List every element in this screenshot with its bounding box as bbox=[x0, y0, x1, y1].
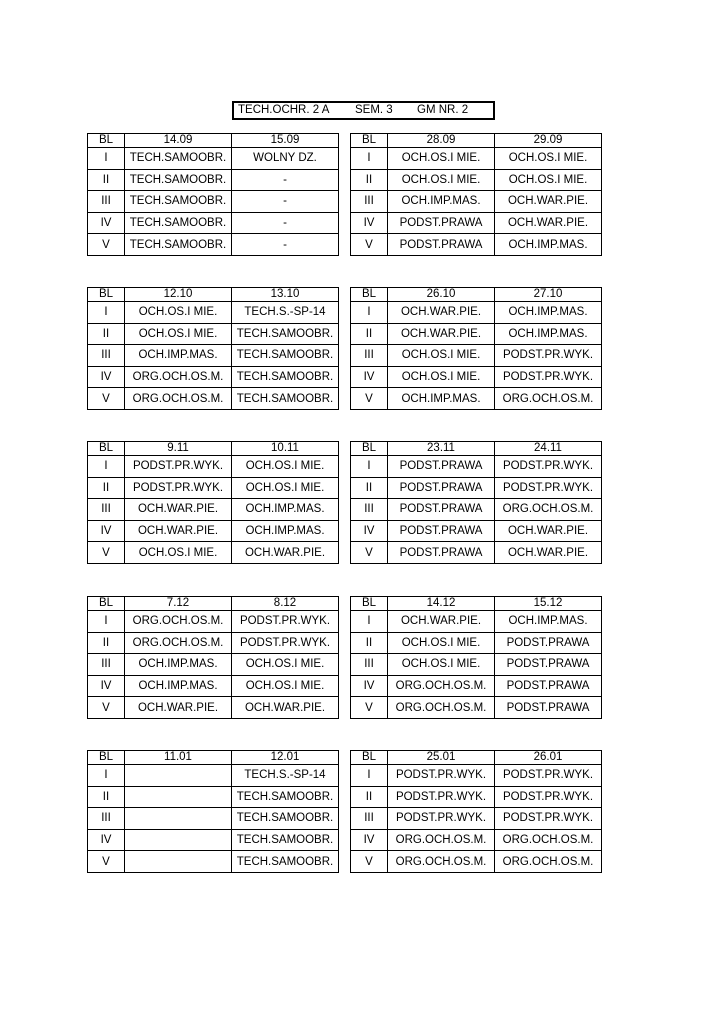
date-header: 23.11 bbox=[388, 442, 495, 456]
date-header: 29.09 bbox=[495, 134, 602, 148]
block-number: I bbox=[351, 456, 388, 478]
block-column-header: BL bbox=[351, 288, 388, 302]
block-number: II bbox=[88, 786, 125, 808]
subject-cell: OCH.OS.I MIE. bbox=[388, 632, 495, 654]
table-row bbox=[351, 148, 602, 170]
table-row bbox=[88, 542, 339, 564]
date-header: 26.10 bbox=[388, 288, 495, 302]
date-header: 11.01 bbox=[125, 751, 232, 765]
date-header: 25.01 bbox=[388, 751, 495, 765]
subject-cell: ORG.OCH.OS.M. bbox=[125, 632, 232, 654]
subject-cell: OCH.IMP.MAS. bbox=[232, 499, 339, 521]
subject-cell: OCH.WAR.PIE. bbox=[495, 191, 602, 213]
date-header: 15.12 bbox=[495, 597, 602, 611]
date-header: 10.11 bbox=[232, 442, 339, 456]
table-header-row bbox=[88, 288, 339, 302]
subject-cell bbox=[125, 808, 232, 830]
table-row bbox=[351, 632, 602, 654]
table-row bbox=[351, 302, 602, 324]
subject-cell: PODST.PRAWA bbox=[388, 520, 495, 542]
subject-cell: - bbox=[232, 212, 339, 234]
block-number: III bbox=[88, 345, 125, 367]
table-row bbox=[351, 786, 602, 808]
table-header-row bbox=[351, 442, 602, 456]
subject-cell: PODST.PR.WYK. bbox=[495, 456, 602, 478]
block-number: III bbox=[351, 499, 388, 521]
gm-number: GM NR. 2 bbox=[417, 104, 469, 116]
subject-cell: TECH.SAMOOBR. bbox=[125, 169, 232, 191]
subject-cell: OCH.IMP.MAS. bbox=[125, 675, 232, 697]
block-number: I bbox=[351, 611, 388, 633]
subject-cell: OCH.WAR.PIE. bbox=[495, 542, 602, 564]
subject-cell: PODST.PRAWA bbox=[388, 542, 495, 564]
block-number: I bbox=[351, 765, 388, 787]
table-row bbox=[88, 499, 339, 521]
schedule-table bbox=[350, 287, 602, 410]
table-row bbox=[351, 765, 602, 787]
table-row bbox=[88, 191, 339, 213]
table-row bbox=[351, 520, 602, 542]
subject-cell: TECH.SAMOOBR. bbox=[232, 388, 339, 410]
block-number: V bbox=[351, 697, 388, 719]
subject-cell: OCH.WAR.PIE. bbox=[125, 499, 232, 521]
subject-cell: OCH.IMP.MAS. bbox=[232, 520, 339, 542]
date-header: 15.09 bbox=[232, 134, 339, 148]
subject-cell bbox=[125, 786, 232, 808]
table-row bbox=[351, 345, 602, 367]
block-number: IV bbox=[88, 366, 125, 388]
subject-cell: OCH.WAR.PIE. bbox=[125, 697, 232, 719]
table-row bbox=[351, 323, 602, 345]
subject-cell: OCH.WAR.PIE. bbox=[125, 520, 232, 542]
table-header-row bbox=[351, 288, 602, 302]
block-number: II bbox=[351, 786, 388, 808]
block-number: II bbox=[351, 169, 388, 191]
block-number: IV bbox=[351, 829, 388, 851]
subject-cell: OCH.OS.I MIE. bbox=[125, 302, 232, 324]
block-number: IV bbox=[351, 520, 388, 542]
table-row bbox=[88, 786, 339, 808]
subject-cell: OCH.IMP.MAS. bbox=[388, 388, 495, 410]
block-column-header: BL bbox=[351, 134, 388, 148]
date-header: 8.12 bbox=[232, 597, 339, 611]
schedule-table bbox=[87, 133, 339, 256]
subject-cell: PODST.PRAWA bbox=[495, 632, 602, 654]
block-column-header: BL bbox=[351, 597, 388, 611]
subject-cell: OCH.WAR.PIE. bbox=[232, 697, 339, 719]
subject-cell bbox=[125, 829, 232, 851]
subject-cell: TECH.SAMOOBR. bbox=[232, 829, 339, 851]
subject-cell: OCH.WAR.PIE. bbox=[388, 323, 495, 345]
table-row bbox=[351, 234, 602, 256]
block-number: IV bbox=[88, 520, 125, 542]
block-number: II bbox=[88, 477, 125, 499]
table-row bbox=[88, 765, 339, 787]
table-row bbox=[88, 302, 339, 324]
table-row bbox=[88, 611, 339, 633]
subject-cell: PODST.PR.WYK. bbox=[388, 786, 495, 808]
subject-cell: OCH.OS.I MIE. bbox=[388, 654, 495, 676]
subject-cell: PODST.PR.WYK. bbox=[388, 808, 495, 830]
subject-cell: OCH.OS.I MIE. bbox=[495, 148, 602, 170]
subject-cell: ORG.OCH.OS.M. bbox=[495, 388, 602, 410]
block-number: V bbox=[88, 697, 125, 719]
block-number: III bbox=[351, 191, 388, 213]
subject-cell: OCH.OS.I MIE. bbox=[125, 323, 232, 345]
subject-cell: PODST.PRAWA bbox=[388, 477, 495, 499]
table-row bbox=[351, 829, 602, 851]
subject-cell: OCH.IMP.MAS. bbox=[388, 191, 495, 213]
subject-cell: - bbox=[232, 169, 339, 191]
subject-cell: OCH.IMP.MAS. bbox=[125, 654, 232, 676]
date-header: 24.11 bbox=[495, 442, 602, 456]
subject-cell: TECH.SAMOOBR. bbox=[125, 148, 232, 170]
block-number: IV bbox=[88, 829, 125, 851]
subject-cell: - bbox=[232, 234, 339, 256]
block-column-header: BL bbox=[88, 597, 125, 611]
table-row bbox=[88, 388, 339, 410]
table-header-row bbox=[351, 597, 602, 611]
group-name: TECH.OCHR. 2 A bbox=[238, 104, 330, 116]
subject-cell: OCH.OS.I MIE. bbox=[232, 654, 339, 676]
subject-cell: PODST.PRAWA bbox=[388, 499, 495, 521]
block-number: V bbox=[88, 388, 125, 410]
subject-cell: OCH.WAR.PIE. bbox=[388, 302, 495, 324]
subject-cell: TECH.SAMOOBR. bbox=[232, 345, 339, 367]
table-row bbox=[88, 675, 339, 697]
table-row bbox=[351, 366, 602, 388]
block-number: IV bbox=[351, 675, 388, 697]
subject-cell: ORG.OCH.OS.M. bbox=[388, 829, 495, 851]
block-number: II bbox=[351, 632, 388, 654]
subject-cell: OCH.IMP.MAS. bbox=[495, 611, 602, 633]
block-number: I bbox=[88, 302, 125, 324]
block-number: II bbox=[88, 169, 125, 191]
block-number: II bbox=[351, 323, 388, 345]
subject-cell: ORG.OCH.OS.M. bbox=[495, 499, 602, 521]
block-number: III bbox=[88, 808, 125, 830]
table-header-row bbox=[351, 751, 602, 765]
subject-cell bbox=[125, 765, 232, 787]
subject-cell: TECH.SAMOOBR. bbox=[232, 808, 339, 830]
schedule-table bbox=[87, 750, 339, 873]
subject-cell: PODST.PRAWA bbox=[388, 234, 495, 256]
block-number: III bbox=[88, 191, 125, 213]
table-row bbox=[351, 697, 602, 719]
subject-cell: PODST.PRAWA bbox=[388, 212, 495, 234]
subject-cell: PODST.PR.WYK. bbox=[232, 632, 339, 654]
table-row bbox=[351, 611, 602, 633]
subject-cell: OCH.OS.I MIE. bbox=[388, 366, 495, 388]
subject-cell: TECH.SAMOOBR. bbox=[232, 323, 339, 345]
subject-cell: OCH.WAR.PIE. bbox=[388, 611, 495, 633]
date-header: 14.12 bbox=[388, 597, 495, 611]
subject-cell: ORG.OCH.OS.M. bbox=[125, 611, 232, 633]
schedule-table bbox=[350, 133, 602, 256]
subject-cell: OCH.WAR.PIE. bbox=[495, 212, 602, 234]
subject-cell: TECH.S.-SP-14 bbox=[232, 302, 339, 324]
block-column-header: BL bbox=[88, 134, 125, 148]
date-header: 7.12 bbox=[125, 597, 232, 611]
subject-cell: PODST.PRAWA bbox=[495, 697, 602, 719]
date-header: 26.01 bbox=[495, 751, 602, 765]
date-header: 12.01 bbox=[232, 751, 339, 765]
date-header: 13.10 bbox=[232, 288, 339, 302]
subject-cell: TECH.SAMOOBR. bbox=[232, 851, 339, 873]
subject-cell bbox=[125, 851, 232, 873]
block-number: I bbox=[351, 148, 388, 170]
block-number: V bbox=[88, 851, 125, 873]
subject-cell: OCH.OS.I MIE. bbox=[232, 675, 339, 697]
subject-cell: PODST.PR.WYK. bbox=[495, 345, 602, 367]
subject-cell: TECH.SAMOOBR. bbox=[232, 366, 339, 388]
table-row bbox=[351, 477, 602, 499]
subject-cell: - bbox=[232, 191, 339, 213]
table-row bbox=[351, 212, 602, 234]
table-header-row bbox=[88, 751, 339, 765]
block-number: IV bbox=[88, 675, 125, 697]
table-row bbox=[88, 212, 339, 234]
block-number: V bbox=[351, 542, 388, 564]
block-number: I bbox=[88, 765, 125, 787]
table-row bbox=[88, 808, 339, 830]
subject-cell: WOLNY DZ. bbox=[232, 148, 339, 170]
subject-cell: OCH.OS.I MIE. bbox=[125, 542, 232, 564]
date-header: 28.09 bbox=[388, 134, 495, 148]
subject-cell: PODST.PRAWA bbox=[495, 654, 602, 676]
schedule-table bbox=[87, 596, 339, 719]
subject-cell: TECH.S.-SP-14 bbox=[232, 765, 339, 787]
subject-cell: OCH.WAR.PIE. bbox=[495, 520, 602, 542]
table-row bbox=[88, 829, 339, 851]
block-number: IV bbox=[88, 212, 125, 234]
table-header-row bbox=[88, 442, 339, 456]
subject-cell: TECH.SAMOOBR. bbox=[125, 212, 232, 234]
table-row bbox=[88, 345, 339, 367]
block-number: III bbox=[351, 654, 388, 676]
subject-cell: OCH.OS.I MIE. bbox=[388, 345, 495, 367]
subject-cell: TECH.SAMOOBR. bbox=[232, 786, 339, 808]
table-header-row bbox=[351, 134, 602, 148]
block-number: II bbox=[88, 323, 125, 345]
subject-cell: PODST.PR.WYK. bbox=[495, 366, 602, 388]
subject-cell: OCH.IMP.MAS. bbox=[495, 323, 602, 345]
table-row bbox=[351, 654, 602, 676]
subject-cell: PODST.PR.WYK. bbox=[495, 765, 602, 787]
schedule-table bbox=[350, 441, 602, 564]
table-row bbox=[88, 366, 339, 388]
subject-cell: PODST.PRAWA bbox=[495, 675, 602, 697]
table-row bbox=[88, 234, 339, 256]
subject-cell: PODST.PR.WYK. bbox=[495, 477, 602, 499]
block-number: III bbox=[88, 499, 125, 521]
subject-cell: ORG.OCH.OS.M. bbox=[388, 697, 495, 719]
subject-cell: PODST.PR.WYK. bbox=[388, 765, 495, 787]
table-row bbox=[351, 675, 602, 697]
subject-cell: ORG.OCH.OS.M. bbox=[125, 388, 232, 410]
date-header: 27.10 bbox=[495, 288, 602, 302]
table-row bbox=[88, 148, 339, 170]
block-number: II bbox=[351, 477, 388, 499]
block-column-header: BL bbox=[88, 288, 125, 302]
table-row bbox=[88, 477, 339, 499]
subject-cell: ORG.OCH.OS.M. bbox=[495, 851, 602, 873]
block-number: V bbox=[88, 542, 125, 564]
table-row bbox=[351, 169, 602, 191]
block-number: V bbox=[351, 851, 388, 873]
subject-cell: TECH.SAMOOBR. bbox=[125, 191, 232, 213]
schedule-table bbox=[350, 750, 602, 873]
block-number: III bbox=[351, 345, 388, 367]
block-number: I bbox=[88, 611, 125, 633]
table-row bbox=[351, 388, 602, 410]
subject-cell: OCH.IMP.MAS. bbox=[125, 345, 232, 367]
subject-cell: OCH.IMP.MAS. bbox=[495, 302, 602, 324]
schedule-table bbox=[87, 441, 339, 564]
block-number: II bbox=[88, 632, 125, 654]
table-row bbox=[88, 323, 339, 345]
subject-cell: PODST.PR.WYK. bbox=[125, 456, 232, 478]
table-row bbox=[351, 808, 602, 830]
block-column-header: BL bbox=[88, 442, 125, 456]
schedule-table bbox=[87, 287, 339, 410]
table-row bbox=[351, 456, 602, 478]
schedule-header bbox=[232, 101, 495, 120]
date-header: 14.09 bbox=[125, 134, 232, 148]
table-row bbox=[88, 632, 339, 654]
subject-cell: PODST.PR.WYK. bbox=[125, 477, 232, 499]
table-header-row bbox=[88, 134, 339, 148]
subject-cell: OCH.WAR.PIE. bbox=[232, 542, 339, 564]
table-row bbox=[88, 654, 339, 676]
table-row bbox=[351, 542, 602, 564]
semester-label: SEM. 3 bbox=[355, 104, 393, 116]
block-number: I bbox=[88, 456, 125, 478]
subject-cell: TECH.SAMOOBR. bbox=[125, 234, 232, 256]
table-row bbox=[351, 851, 602, 873]
block-number: I bbox=[88, 148, 125, 170]
subject-cell: PODST.PR.WYK. bbox=[495, 786, 602, 808]
table-row bbox=[88, 456, 339, 478]
subject-cell: ORG.OCH.OS.M. bbox=[388, 675, 495, 697]
date-header: 12.10 bbox=[125, 288, 232, 302]
block-number: III bbox=[88, 654, 125, 676]
block-number: V bbox=[88, 234, 125, 256]
block-column-header: BL bbox=[351, 751, 388, 765]
table-row bbox=[351, 499, 602, 521]
subject-cell: OCH.OS.I MIE. bbox=[232, 477, 339, 499]
block-number: V bbox=[351, 388, 388, 410]
table-header-row bbox=[88, 597, 339, 611]
subject-cell: OCH.OS.I MIE. bbox=[495, 169, 602, 191]
block-number: V bbox=[351, 234, 388, 256]
table-row bbox=[88, 851, 339, 873]
table-row bbox=[88, 697, 339, 719]
subject-cell: OCH.OS.I MIE. bbox=[388, 148, 495, 170]
subject-cell: ORG.OCH.OS.M. bbox=[125, 366, 232, 388]
block-column-header: BL bbox=[88, 751, 125, 765]
date-header: 9.11 bbox=[125, 442, 232, 456]
subject-cell: ORG.OCH.OS.M. bbox=[495, 829, 602, 851]
subject-cell: OCH.OS.I MIE. bbox=[232, 456, 339, 478]
block-number: IV bbox=[351, 212, 388, 234]
table-row bbox=[88, 169, 339, 191]
table-row bbox=[88, 520, 339, 542]
subject-cell: OCH.IMP.MAS. bbox=[495, 234, 602, 256]
table-row bbox=[351, 191, 602, 213]
subject-cell: ORG.OCH.OS.M. bbox=[388, 851, 495, 873]
subject-cell: OCH.OS.I MIE. bbox=[388, 169, 495, 191]
block-number: III bbox=[351, 808, 388, 830]
block-number: I bbox=[351, 302, 388, 324]
subject-cell: PODST.PR.WYK. bbox=[495, 808, 602, 830]
schedule-table bbox=[350, 596, 602, 719]
block-number: IV bbox=[351, 366, 388, 388]
subject-cell: PODST.PRAWA bbox=[388, 456, 495, 478]
subject-cell: PODST.PR.WYK. bbox=[232, 611, 339, 633]
block-column-header: BL bbox=[351, 442, 388, 456]
